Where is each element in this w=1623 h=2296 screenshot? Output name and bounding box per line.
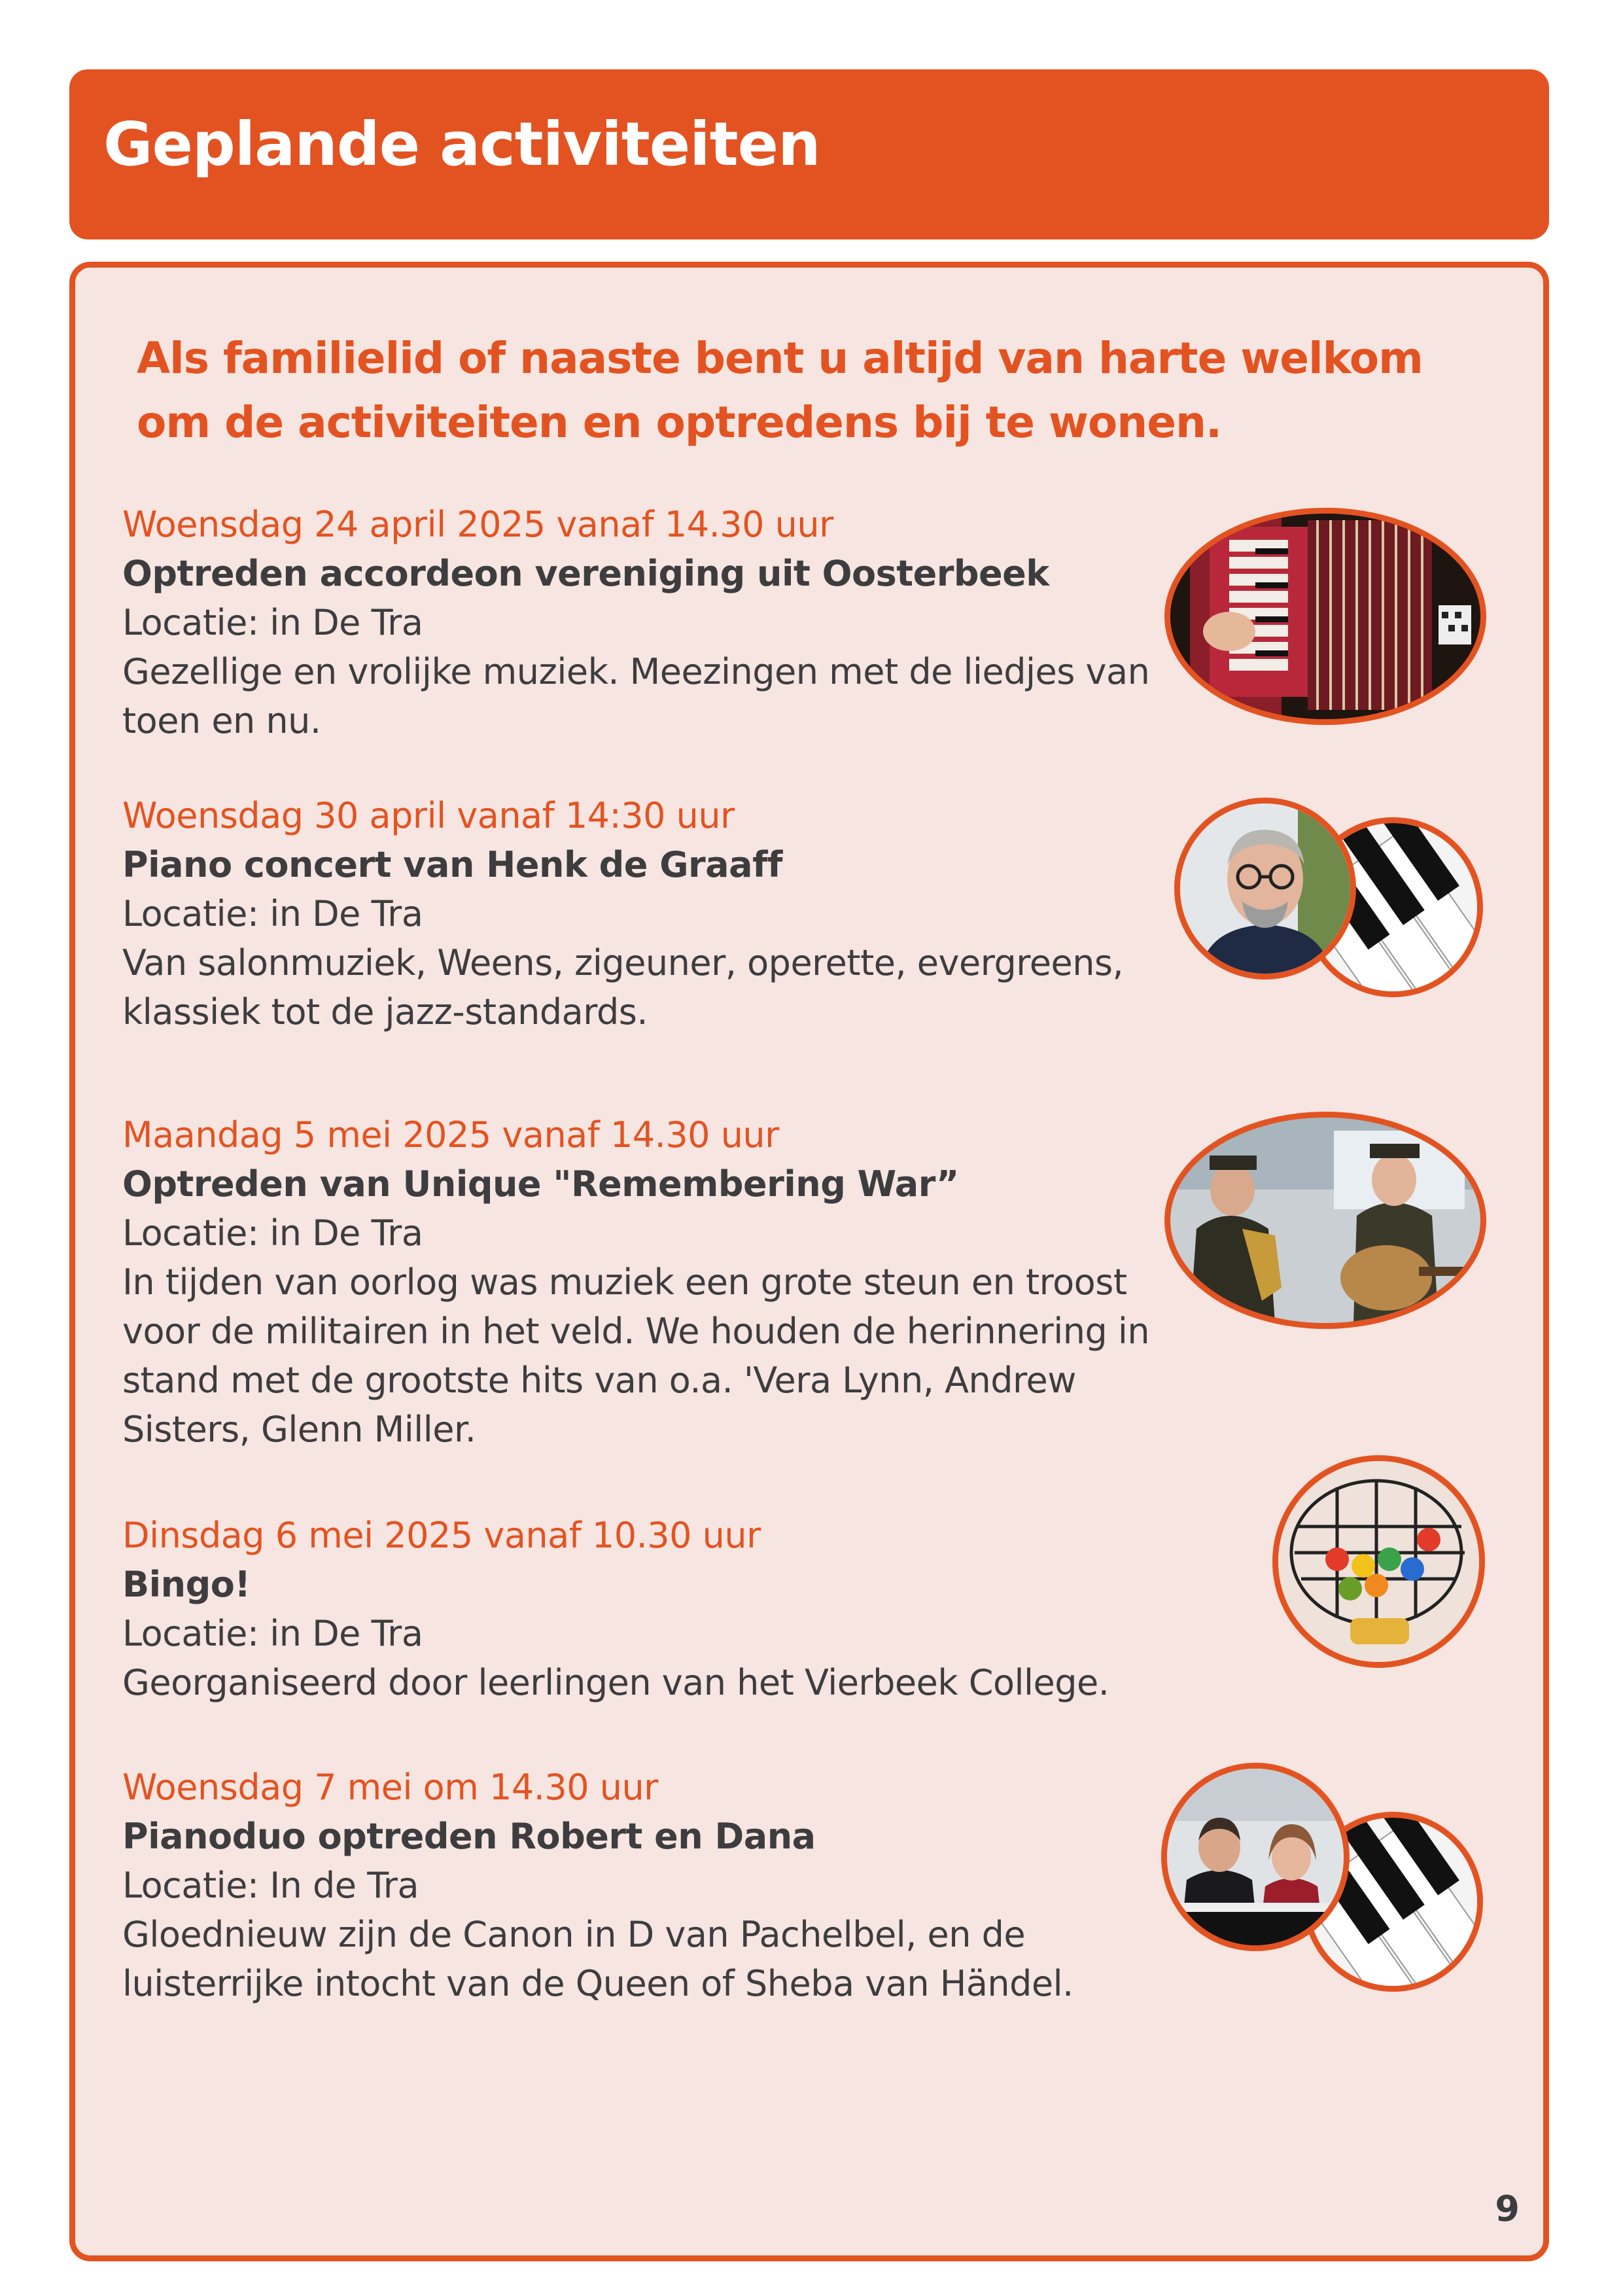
event-location: Locatie: in De Tra xyxy=(122,602,423,643)
event-title: Bingo! xyxy=(122,1564,251,1605)
header-bar xyxy=(69,69,1549,239)
intro-text: Als familielid of naaste bent u altijd van harte welkom om de activiteiten en optredens bij te wonen. xyxy=(137,333,1423,448)
event-title: Piano concert van Henk de Graaff xyxy=(122,844,783,885)
event-title: Optreden accordeon vereniging uit Oosterbeek xyxy=(122,553,1049,594)
event-title: Pianoduo optreden Robert en Dana xyxy=(122,1816,816,1857)
piano-duo-photo xyxy=(1161,1763,1350,1951)
event-date: Woensdag 30 april vanaf 14:30 uur xyxy=(122,795,735,836)
event-location: Locatie: in De Tra xyxy=(122,893,423,934)
event-date: Dinsdag 6 mei 2025 vanaf 10.30 uur xyxy=(122,1515,761,1556)
event-description: Van salonmuziek, Weens, zigeuner, operette, evergreens, klassiek tot de jazz-standards. xyxy=(122,942,1124,1033)
event-location: Locatie: in De Tra xyxy=(122,1613,423,1654)
event-date: Maandag 5 mei 2025 vanaf 14.30 uur xyxy=(122,1114,779,1156)
event-title: Optreden van Unique "Remembering War” xyxy=(122,1163,959,1205)
accordion-photo xyxy=(1164,508,1486,725)
event-description: Gloednieuw zijn de Canon in D van Pachelbel, en de luisterrijke intocht van de Queen of Sheba van Händel. xyxy=(122,1914,1073,2004)
event-5 xyxy=(122,1763,1169,2008)
event-2 xyxy=(122,791,1169,1036)
event-description: Gezellige en vrolijke muziek. Meezingen met de liedjes van toen en nu. xyxy=(122,651,1150,741)
event-location: Locatie: In de Tra xyxy=(122,1865,419,1906)
activities-panel xyxy=(69,262,1549,2261)
event-location: Locatie: in De Tra xyxy=(122,1212,423,1254)
event-3 xyxy=(122,1110,1169,1454)
event-date: Woensdag 24 april 2025 vanaf 14.30 uur xyxy=(122,504,833,545)
musicians-in-uniform-photo xyxy=(1164,1112,1486,1329)
event-4 xyxy=(122,1511,1169,1707)
event-1 xyxy=(122,500,1169,745)
page-title: Geplande activiteiten xyxy=(103,109,820,179)
pianist-portrait xyxy=(1174,798,1356,980)
page-number: 9 xyxy=(1495,2188,1520,2229)
bingo-cage-photo xyxy=(1272,1455,1485,1668)
event-description: Georganiseerd door leerlingen van het Vierbeek College. xyxy=(122,1662,1109,1703)
event-description: In tijden van oorlog was muziek een grote steun en troost voor de militairen in het veld. We houden de herinnering in stand met de grootste hits van o.a. 'Vera Lynn, Andrew Sisters, Glenn Miller. xyxy=(122,1262,1150,1450)
event-date: Woensdag 7 mei om 14.30 uur xyxy=(122,1767,658,1808)
